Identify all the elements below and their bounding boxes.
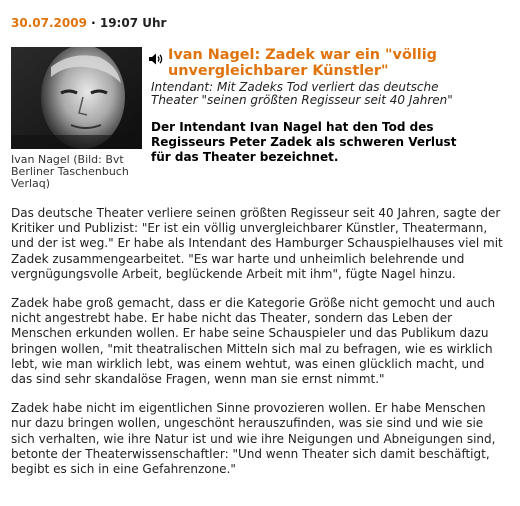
photo-caption: Ivan Nagel (Bild: Bvt Berliner Taschenbuch Verlaq) [11,153,129,190]
body-paragraph: Zadek habe groß gemacht, dass er die Kategorie Größe nicht gemocht und auch nicht angestrebt habe. Er habe nicht das Theater, sondern das Leben der Menschen erkunden wollen. Er habe seine Schauspieler und das Publikum dazu bringen wollen, "mit theatralischen Mitteln sich mal zu befragen, wie es wirklich lebt, wie man wirklich lebt, was einem wehtut, was einen glücklich macht, und das sind sehr skandalöse Fragen, wenn man sie ernst nimmt." [11,296,496,387]
portrait-image [11,47,142,149]
author-photo [11,47,142,149]
body-paragraph: Das deutsche Theater verliere seinen größten Regisseur seit 40 Jahren, sagte der Kritiker und Publizist: "Er ist ein völlig unvergleichbarer Künstler, Theatermann, und der ist weg." Er habe als Intendant des Hamburger Schauspielhauses viel mit Zadek zusammengearbeitet. "Es war harte und unheimlich belehrende und vergnügungsvolle Arbeit, beglückende Arbeit mit ihm", fügte Nagel hinzu. [11,206,503,281]
article-subhead: Intendant: Mit Zadeks Tod verliert das deutsche Theater "seinen größten Regisseur seit 40 Jahren" [151,80,453,107]
article-headline[interactable]: Ivan Nagel: Zadek war ein "völlig unvergleichbarer Künstler" [168,47,437,79]
speaker-icon[interactable] [148,51,164,65]
dateline-separator: · [91,16,96,30]
article-date: 30.07.2009 [11,16,87,30]
body-paragraph: Zadek habe nicht im eigentlichen Sinne provozieren wollen. Er habe Menschen nur dazu bringen wollen, ungeschönt herauszufinden, was sie sind und wie sie sich verhalten, wie ihre Natur ist und wie ihre Neigungen und Abneigungen sind, betonte der Theaterwissenschaftler: "Und wenn Theater sich damit beschäftigt, begibt es sich in eine Gefahrenzone." [11,401,496,477]
article-time: 19:07 Uhr [99,16,167,30]
article-body [11,206,509,491]
dateline [11,16,166,30]
article-teaser: Der Intendant Ivan Nagel hat den Tod des Regisseurs Peter Zadek als schweren Verlust für das Theater bezeichnet. [151,120,457,164]
